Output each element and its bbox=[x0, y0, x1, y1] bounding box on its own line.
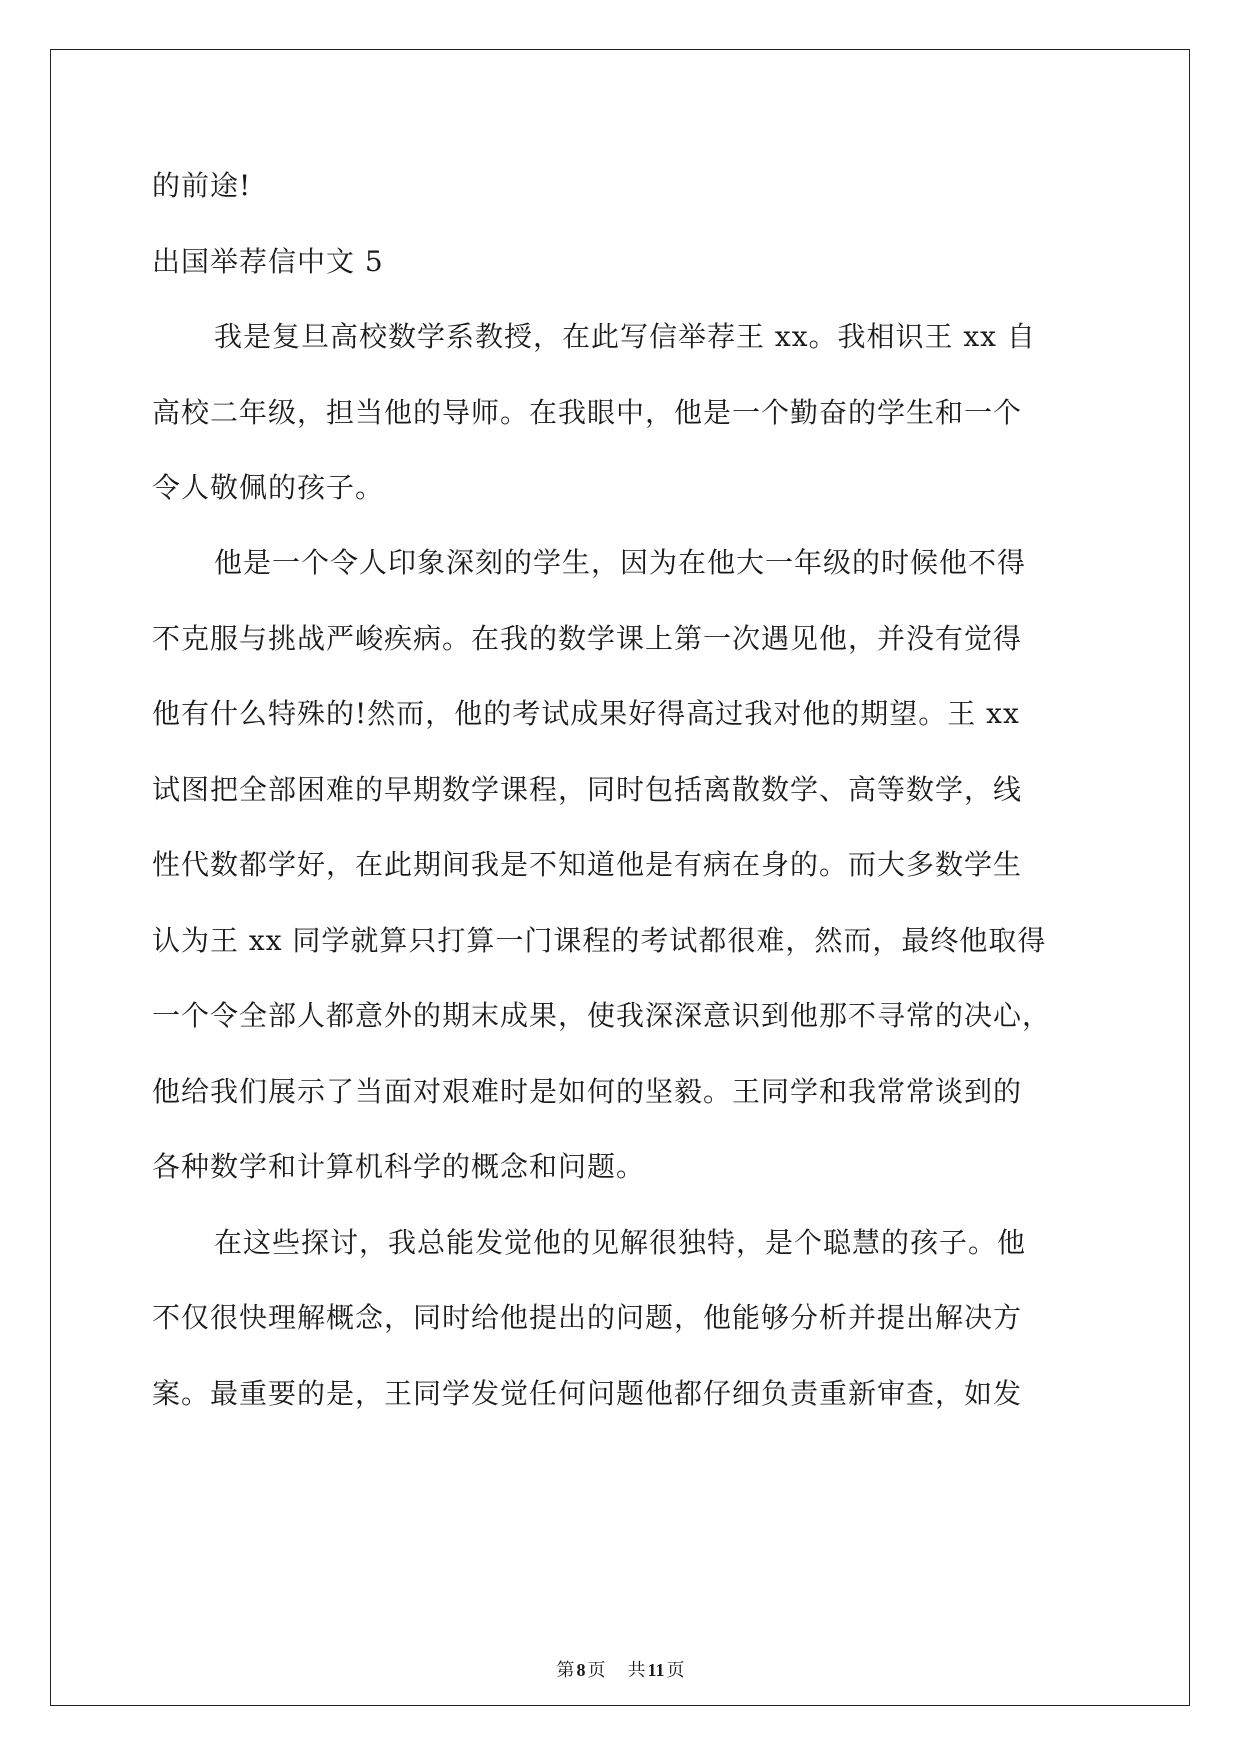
text-line: 他有什么特殊的!然而，他的考试成果好得高过我对他的期望。王 xx bbox=[152, 697, 1020, 730]
text-line: 不仅很快理解概念，同时给他提出的问题，他能够分析并提出解决方 bbox=[152, 1301, 1023, 1334]
section-heading: 出国举荐信中文 5 bbox=[152, 245, 384, 278]
text-line: 的前途! bbox=[152, 169, 252, 202]
page-footer bbox=[0, 1658, 1241, 1683]
text-line: 案。最重要的是，王同学发觉任何问题他都仔细负责重新审查，如发 bbox=[152, 1377, 1023, 1410]
text-line: 令人敬佩的孩子。 bbox=[152, 471, 385, 504]
footer-page-suffix: 页 bbox=[587, 1660, 606, 1681]
text-line: 他给我们展示了当面对艰难时是如何的坚毅。王同学和我常常谈到的 bbox=[152, 1075, 1023, 1108]
text-line: 高校二年级，担当他的导师。在我眼中，他是一个勤奋的学生和一个 bbox=[152, 396, 1023, 429]
text-line: 在这些探讨，我总能发觉他的见解很独特，是个聪慧的孩子。他 bbox=[214, 1226, 1027, 1259]
text-line: 性代数都学好，在此期间我是不知道他是有病在身的。而大多数学生 bbox=[152, 848, 1023, 881]
text-line: 各种数学和计算机科学的概念和问题。 bbox=[152, 1150, 646, 1183]
footer-total-suffix: 页 bbox=[666, 1660, 685, 1681]
text-line: 认为王 xx 同学就算只打算一门课程的考试都很难，然而，最终他取得 bbox=[152, 924, 1047, 957]
footer-page-number: 8 bbox=[576, 1660, 586, 1680]
footer-total-pages: 11 bbox=[647, 1660, 665, 1680]
footer-total-prefix: 共 bbox=[627, 1660, 646, 1681]
text-line: 不克服与挑战严峻疾病。在我的数学课上第一次遇见他，并没有觉得 bbox=[152, 622, 1023, 655]
text-line: 我是复旦高校数学系教授，在此写信举荐王 xx。我相识王 xx 自 bbox=[214, 320, 1036, 353]
footer-page-prefix: 第 bbox=[556, 1660, 575, 1681]
text-line: 他是一个令人印象深刻的学生，因为在他大一年级的时候他不得 bbox=[214, 546, 1027, 579]
text-line: 一个令全部人都意外的期末成果，使我深深意识到他那不寻常的决心， bbox=[152, 999, 1052, 1032]
text-line: 试图把全部困难的早期数学课程，同时包括离散数学、高等数学，线 bbox=[152, 773, 1023, 806]
